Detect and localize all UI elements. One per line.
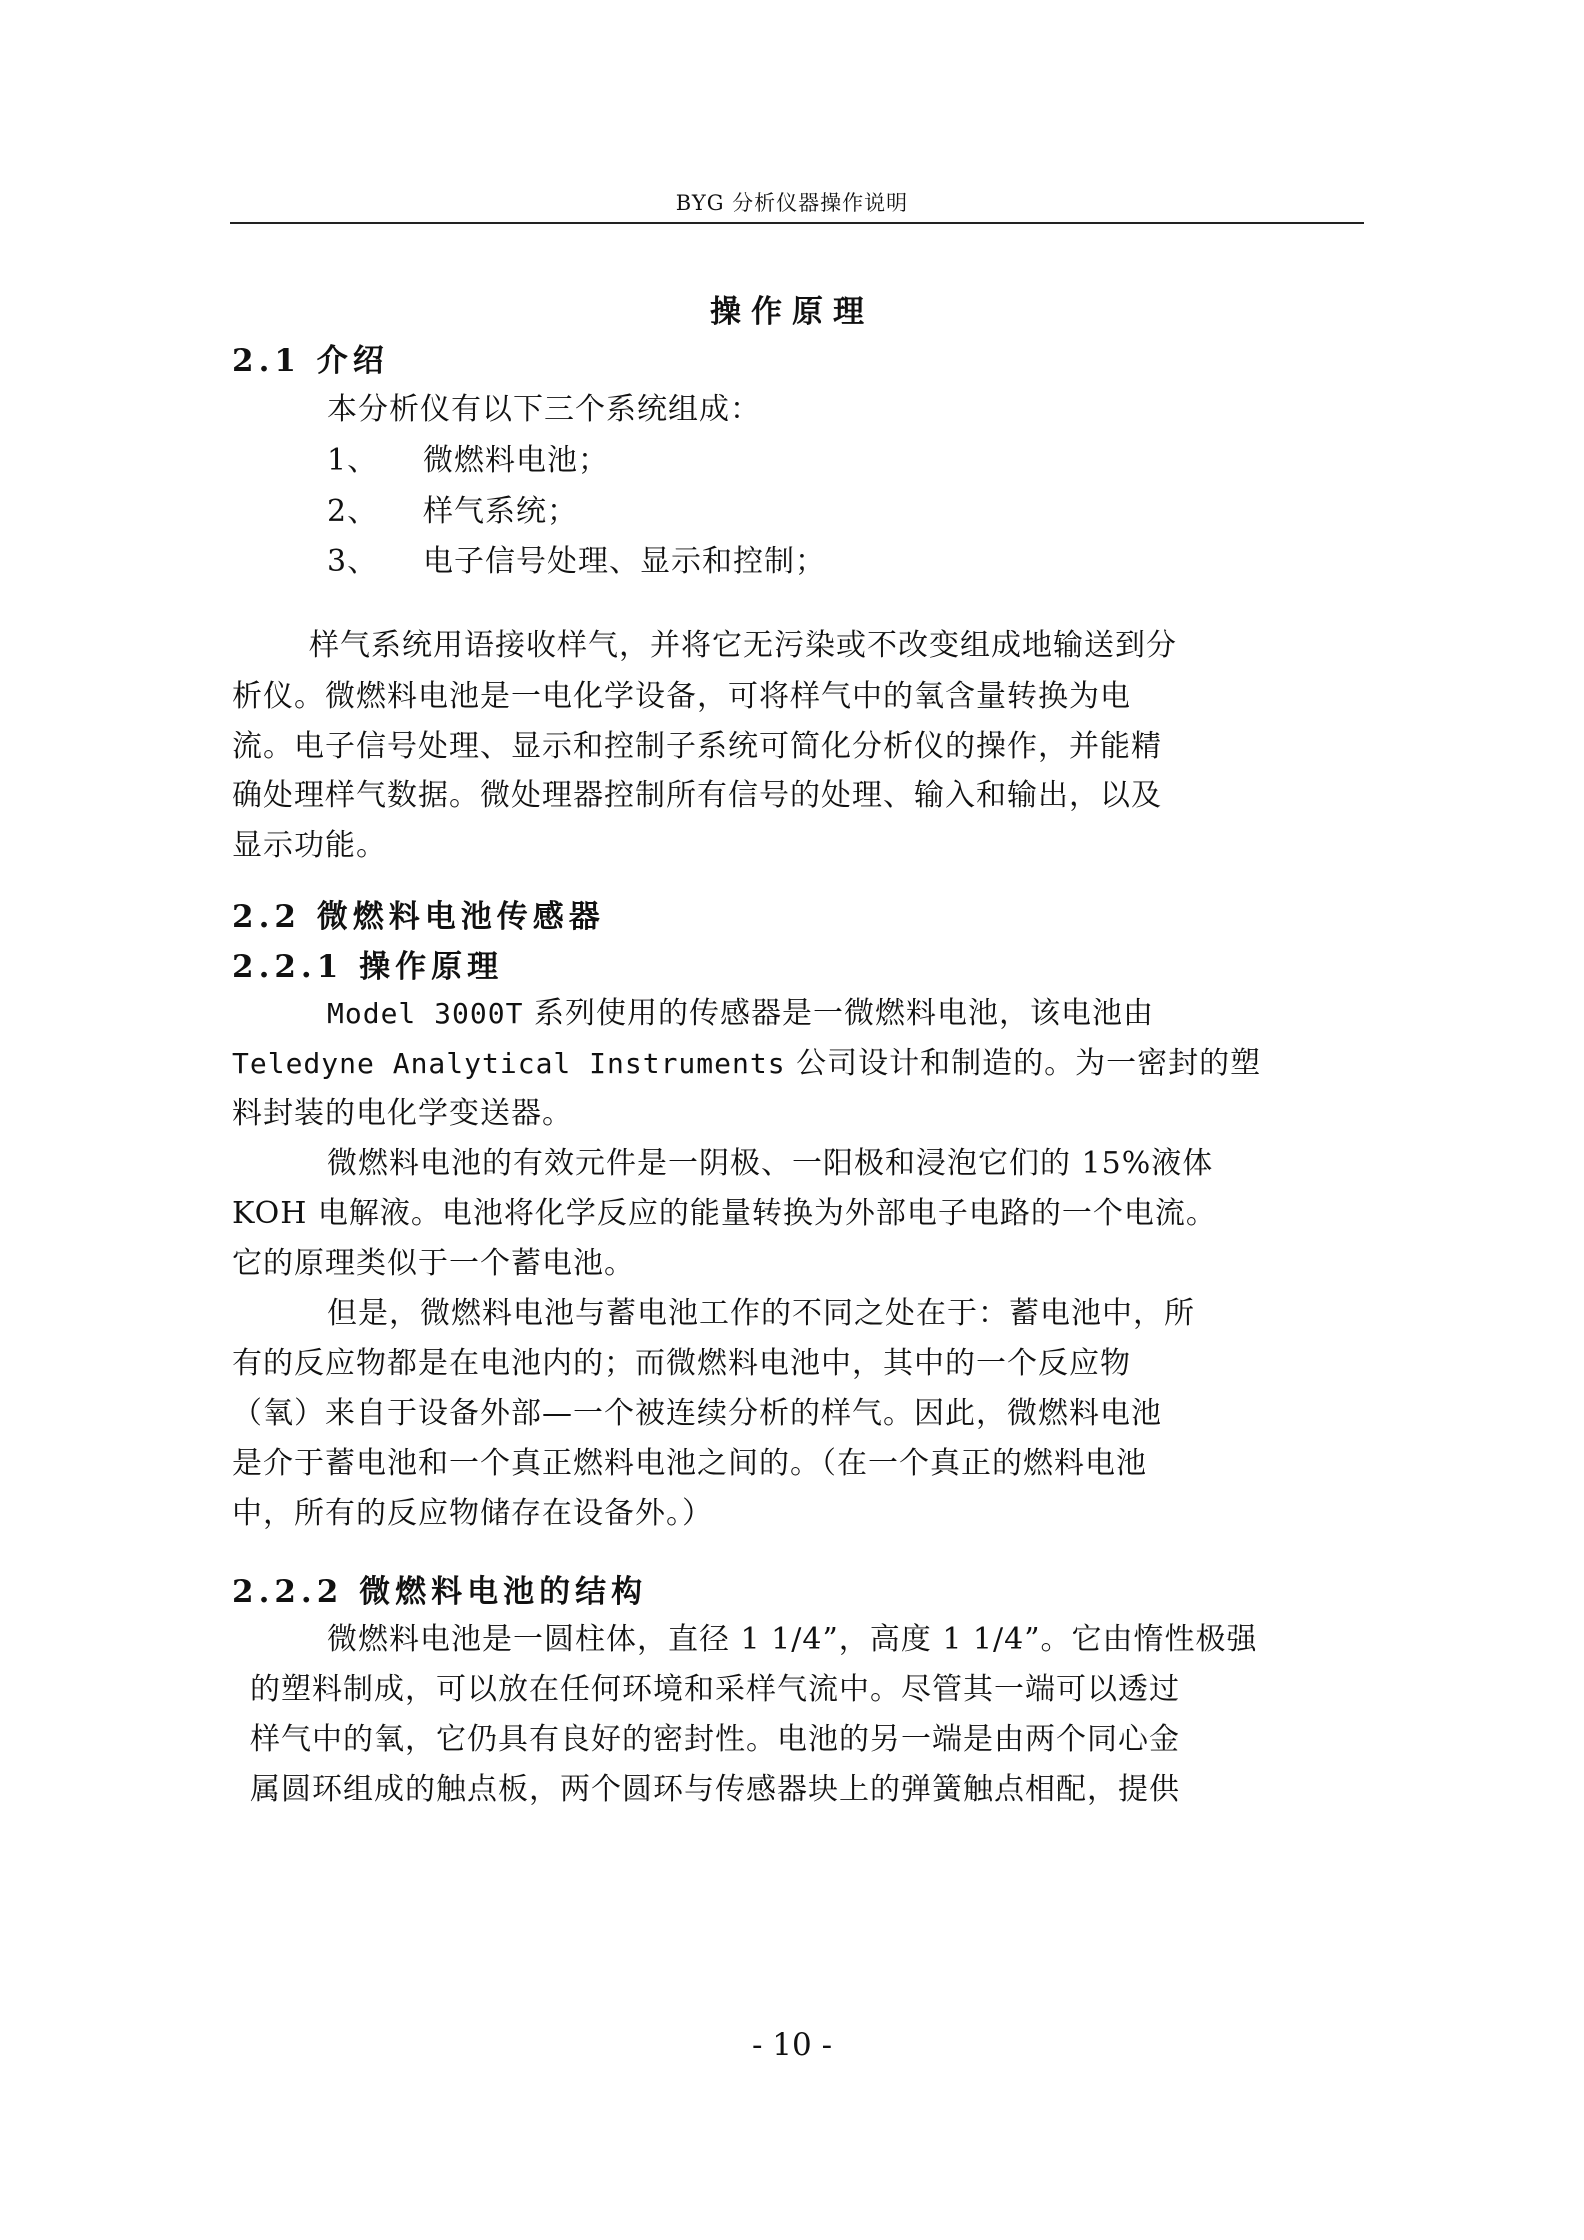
list-item (327, 435, 609, 479)
paragraph-text: 系列使用的传感器是一微燃料电池，该电池由 (523, 996, 1154, 1031)
paragraph-line: 微燃料电池的有效元件是一阴极、一阳极和浸泡它们的 15%液体 (327, 1146, 1214, 1181)
paragraph-line: 样气系统用语接收样气，并将它无污染或不改变组成地输送到分 (309, 628, 1177, 663)
paragraph-text: 公司设计和制造的。为一密封的塑 (785, 1046, 1262, 1081)
list-item (327, 536, 826, 580)
paragraph-line: 显示功能。 (232, 828, 387, 863)
paragraph-line: 但是，微燃料电池与蓄电池工作的不同之处在于：蓄电池中，所 (327, 1296, 1195, 1331)
paragraph-line: KOH 电解液。电池将化学反应的能量转换为外部电子电路的一个电流。 (232, 1196, 1217, 1231)
paragraph-line: （氧）来自于设备外部—一个被连续分析的样气。因此，微燃料电池 (232, 1396, 1162, 1431)
list-item-text: 样气系统； (423, 494, 578, 529)
paragraph-line: 微燃料电池是一圆柱体，直径 1 1/4”，高度 1 1/4”。它由惰性极强 (327, 1622, 1258, 1657)
paragraph-line: 它的原理类似于一个蓄电池。 (232, 1246, 635, 1281)
list-item-number: 3、 (327, 544, 379, 579)
paragraph-line: 中，所有的反应物储存在设备外。） (232, 1496, 713, 1531)
section-heading-2-2-1: 2.2.1 操作原理 (232, 949, 504, 985)
paragraph-line: 是介于蓄电池和一个真正燃料电池之间的。（在一个真正的燃料电池 (232, 1446, 1147, 1481)
list-item (327, 486, 578, 530)
paragraph-line: 流。电子信号处理、显示和控制子系统可简化分析仪的操作，并能精 (232, 729, 1162, 764)
paragraph-line: 属圆环组成的触点板，两个圆环与传感器块上的弹簧触点相配，提供 (250, 1772, 1180, 1807)
section-heading-2-1: 2.1 介绍 (232, 343, 389, 379)
model-name: Model 3000T (327, 997, 524, 1030)
paragraph-line: 有的反应物都是在电池内的；而微燃料电池中，其中的一个反应物 (232, 1346, 1131, 1381)
list-item-text: 微燃料电池； (423, 443, 609, 478)
paragraph-line: 的塑料制成，可以放在任何环境和采样气流中。尽管其一端可以透过 (250, 1672, 1180, 1707)
section-heading-2-2: 2.2 微燃料电池传感器 (232, 899, 605, 935)
paragraph-line: 确处理样气数据。微处理器控制所有信号的处理、输入和输出，以及 (232, 778, 1162, 813)
paragraph-line: 料封装的电化学变送器。 (232, 1096, 573, 1131)
page-number: - 10 - (751, 2027, 833, 2063)
header-divider (230, 222, 1364, 224)
paragraph-line (232, 1038, 1261, 1082)
running-header: BYG 分析仪器操作说明 (675, 191, 909, 215)
paragraph-line: 析仪。微燃料电池是一电化学设备，可将样气中的氧含量转换为电 (232, 679, 1131, 714)
paragraph-line: 样气中的氧，它仍具有良好的密封性。电池的另一端是由两个同心金 (250, 1722, 1180, 1757)
intro-text: 本分析仪有以下三个系统组成： (327, 392, 761, 427)
list-item-number: 2、 (327, 494, 379, 529)
list-item-text: 电子信号处理、显示和控制； (423, 544, 826, 579)
list-item-number: 1、 (327, 443, 379, 478)
section-heading-2-2-2: 2.2.2 微燃料电池的结构 (232, 1574, 648, 1610)
company-name: Teledyne Analytical Instruments (232, 1047, 786, 1080)
page-title: 操作原理 (710, 294, 874, 330)
paragraph-line (327, 988, 1154, 1032)
